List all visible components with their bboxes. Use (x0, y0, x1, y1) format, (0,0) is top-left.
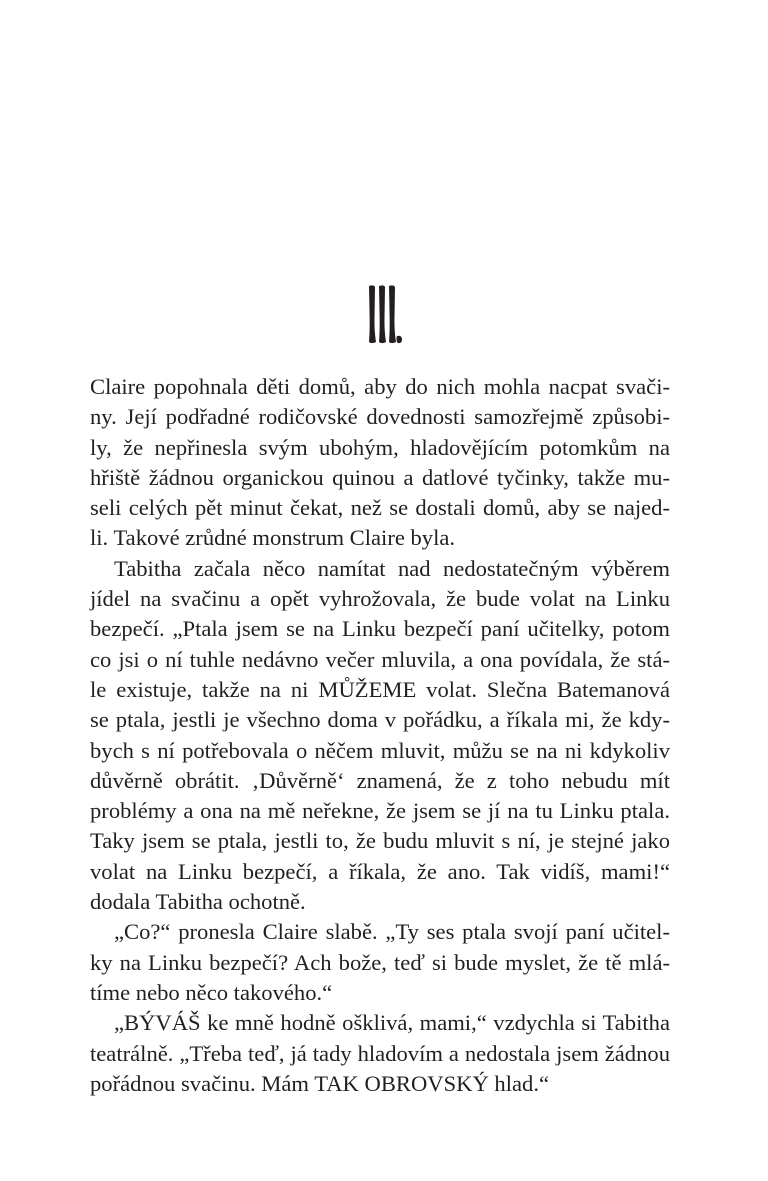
paragraph-2 (90, 554, 670, 918)
text-line: „BÝVÁŠ ke mně hodně ošklivá, mami,“ vzdychla si Tabitha (114, 1010, 670, 1036)
chapter-heading (0, 282, 768, 351)
text-line: se ptala, jestli je všechno doma v pořádku, a říkala mi, že kdy- (90, 707, 670, 733)
text-line: Tabitha začala něco namítat nad nedostatečným výběrem (114, 555, 670, 581)
text-line: „Co?“ pronesla Claire slabě. „Ty ses ptala svojí paní učitel- (114, 919, 670, 945)
text-line: problémy a ona na mě neřekne, že jsem se jí na tu Linku ptala. (90, 798, 670, 824)
text-line: Claire popohnala děti domů, aby do nich mohla nacpat svači- (90, 374, 670, 399)
text-line: tíme nebo něco takového.“ (90, 979, 333, 1005)
text-line: důvěrně obrátit. ‚Důvěrně‘ znamená, že z toho nebudu mít (90, 767, 670, 793)
text-line: dodala Tabitha ochotně. (90, 889, 306, 915)
text-line: bych s ní potřebovala o něčem mluvit, můžu se na ni kdykoliv (90, 737, 670, 763)
paragraph-4 (90, 1008, 670, 1099)
chapter-numeral-iii (364, 282, 404, 346)
text-line: bezpečí. „Ptala jsem se na Linku bezpečí paní učitelky, potom (90, 616, 670, 642)
text-line: teatrálně. „Třeba teď, já tady hladovím a nedostala jsem žádnou (90, 1040, 670, 1066)
body-text (90, 372, 670, 1099)
text-line: jídel na svačinu a opět vyhrožovala, že bude volat na Linku (90, 586, 670, 612)
text-line: ky na Linku bezpečí? Ach bože, teď si bude myslet, že tě mlá- (90, 949, 670, 975)
text-line: volat na Linku bezpečí, a říkala, že ano. Tak vidíš, mami!“ (90, 858, 670, 884)
paragraph-3 (90, 917, 670, 1008)
text-line: ny. Její podřadné rodičovské dovednosti samozřejmě způsobi- (90, 404, 670, 430)
text-line: pořádnou svačinu. Mám TAK OBROVSKÝ hlad.“ (90, 1070, 550, 1096)
text-line: Taky jsem se ptala, jestli to, že budu mluvit s ní, je stejné jako (90, 828, 670, 854)
text-line: li. Takové zrůdné monstrum Claire byla. (90, 525, 456, 551)
text-line: co jsi o ní tuhle nedávno večer mluvila, a ona povídala, že stá- (90, 646, 670, 672)
text-line: ly, že nepřinesla svým ubohým, hladovějícím potomkům na (90, 434, 670, 460)
paragraph-1 (90, 372, 670, 554)
text-line: hřiště žádnou organickou quinou a datlové tyčinky, takže mu- (90, 464, 670, 490)
text-line: seli celých pět minut čekat, než se dostali domů, aby se najed- (90, 495, 670, 521)
text-line: le existuje, takže na ni MŮŽEME volat. Slečna Batemanová (90, 676, 670, 702)
